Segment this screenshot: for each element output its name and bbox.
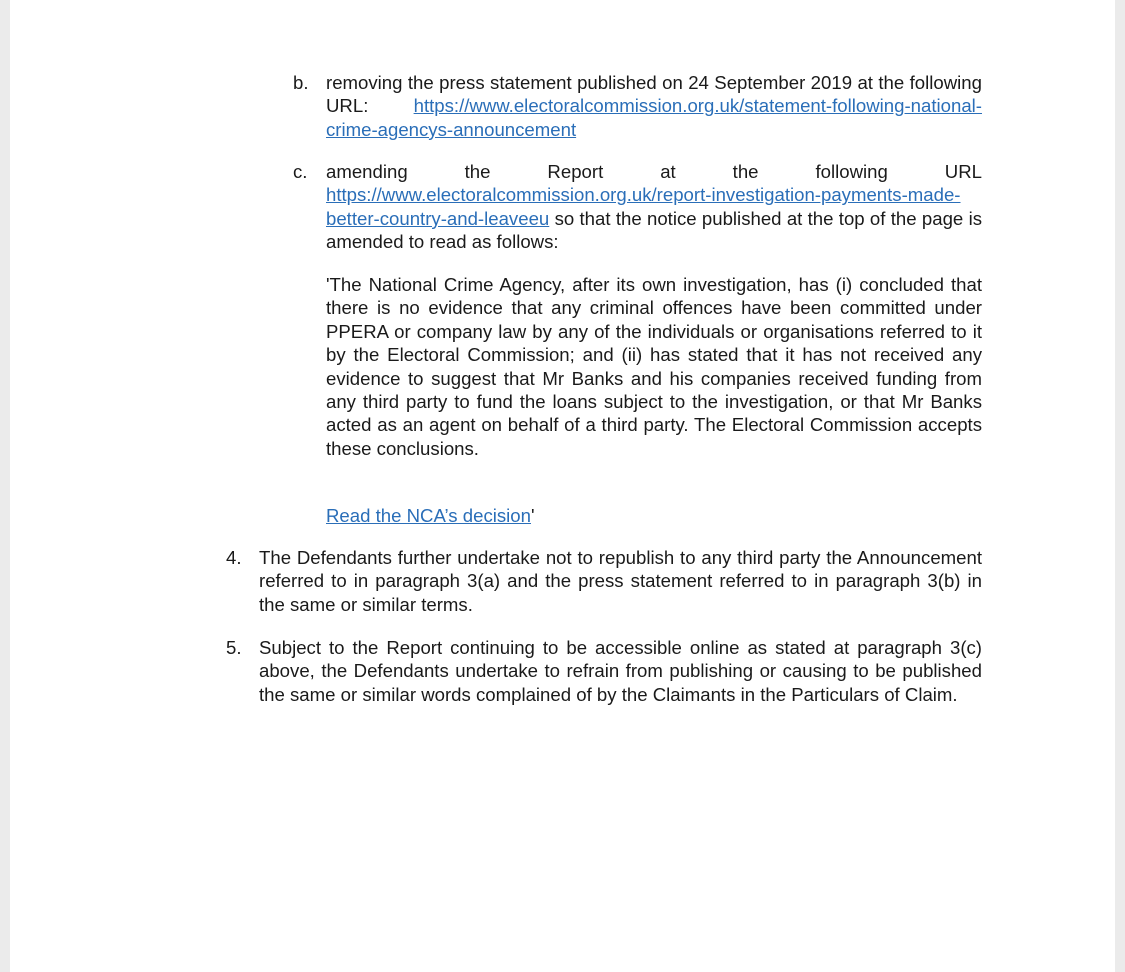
nca-decision-link[interactable]: Read the NCA’s decision: [326, 505, 531, 526]
nca-decision-line: [326, 504, 982, 527]
item-b-text: removing the press statement published on 24 September 2019 at the following URL:: [326, 72, 982, 117]
item-c-paragraph: [326, 160, 982, 254]
item-c-marker: c.: [293, 161, 308, 182]
quote-close-mark: ': [531, 505, 535, 526]
item-b-marker: b.: [293, 72, 309, 93]
item-4-paragraph: The Defendants further undertake not to republish to any third party the Announcement referred to in paragraph 3(a) and the press statement referred to in paragraph 3(b) in the same or similar terms.: [259, 547, 982, 615]
item-5-marker: 5.: [226, 637, 242, 658]
item-c-text-before: amending the Report at the following URL: [326, 161, 982, 182]
item-4-marker: 4.: [226, 547, 242, 568]
statement-url-link[interactable]: https://www.electoralcommission.org.uk/statement-following-national-crime-agencys-announcement: [326, 95, 982, 140]
document-page: [10, 0, 1115, 972]
item-c-text-after: so that the notice published at the top of the page is amended to read as follows:: [326, 207, 982, 253]
item-5-paragraph: Subject to the Report continuing to be accessible online as stated at paragraph 3(c) above, the Defendants undertake to refrain from publishing or causing to be published the same or similar words complained of by the Claimants in the Particulars of Claim.: [259, 637, 982, 705]
report-url-link[interactable]: https://www.electoralcommission.org.uk/report-investigation-payments-made-better-country-and-leaveeu: [326, 184, 961, 229]
item-b-paragraph: [326, 71, 982, 141]
quoted-notice: 'The National Crime Agency, after its own investigation, has (i) concluded that there is no evidence that any criminal offences have been committed under PPERA or company law by any of the individuals or organisations referred to it by the Electoral Commission; and (ii) has stated that it has not received any evidence to suggest that Mr Banks and his companies received funding from any third party to fund the loans subject to the investigation, or that Mr Banks acted as an agent on behalf of a third party. The Electoral Commission accepts these conclusions.: [326, 274, 982, 459]
